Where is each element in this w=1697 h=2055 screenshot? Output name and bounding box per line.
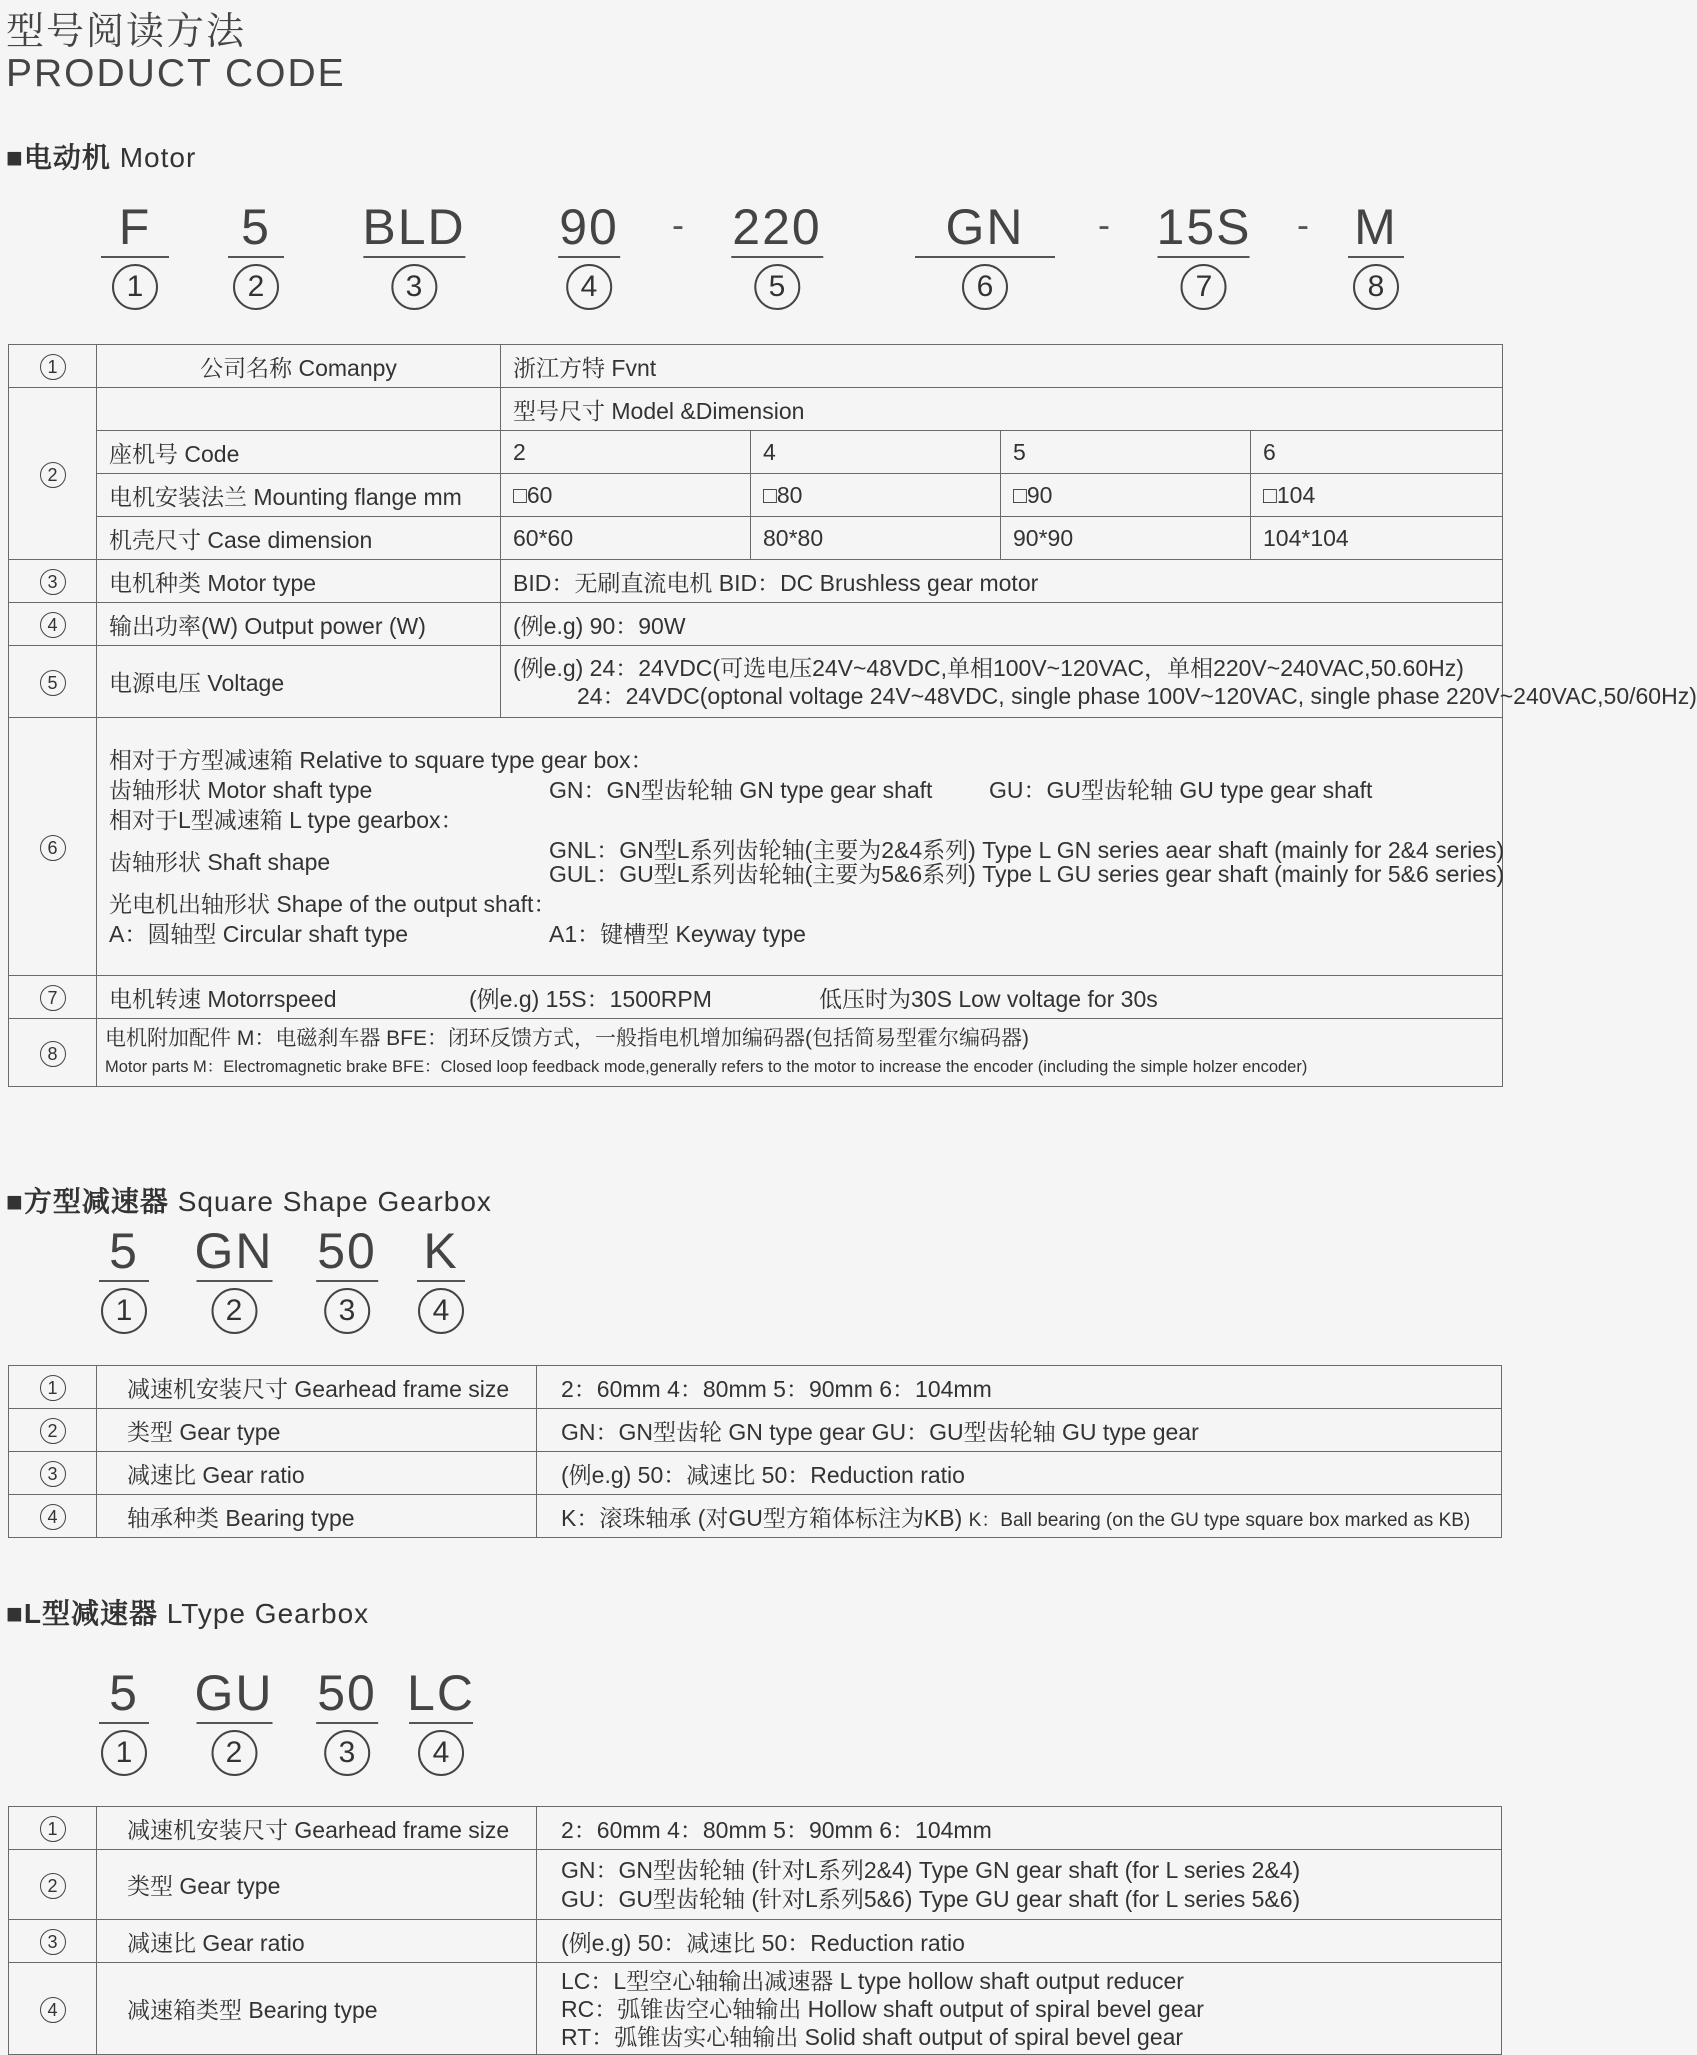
motor-code-dash: - <box>672 204 684 245</box>
square-code <box>0 1222 600 1332</box>
ltype-code <box>0 1664 600 1774</box>
motor-section-title: ■电动机 Motor <box>6 142 197 173</box>
motor-code-dash: - <box>1098 204 1110 245</box>
table-row: 5 电源电压 Voltage (例e.g) 24：24VDC(可选电压24V~48VDC,单相100V~120VAC，单相220V~240VAC,50.60Hz) 24：24VDC(optonal voltage 24V~48VDC, single phase 100V~120VAC, single phase 220V~240VAC,50/60Hz) <box>9 646 1503 718</box>
table-row: 4 轴承种类 Bearing type K：滚珠轴承 (对GU型方箱体标注为KB) K：Ball bearing (on the GU type square box marked as KB) <box>9 1495 1502 1538</box>
table-row: 1 公司名称 Comanpy 浙江方特 Fvnt <box>9 345 1503 388</box>
motor-code-item: 5 2 <box>228 198 284 310</box>
table-row: 4 减速箱类型 Bearing type LC：L型空心轴输出减速器 L type hollow shaft output reducer RC：弧锥齿空心轴输出 Hollow shaft output of spiral bevel gear RT：弧锥齿实心轴输出 Solid shaft output of spiral bevel gear <box>9 1963 1502 2055</box>
table-row: 8 电机附加配件 M：电磁刹车器 BFE：闭环反馈方式，一般指电机增加编码器(包括简易型霍尔编码器) Motor parts M：Electromagnetic brake BFE：Closed loop feedback mode,generally refers to the motor to increase the encoder (including the simple holzer encoder) <box>9 1019 1503 1087</box>
square-code-item: GN 2 <box>191 1222 278 1334</box>
table-row: 3 减速比 Gear ratio (例e.g) 50：减速比 50：Reduction ratio <box>9 1920 1502 1963</box>
ltype-spec-table <box>8 1806 1502 2055</box>
motor-code <box>0 198 1507 308</box>
table-row: 3 电机种类 Motor type BID：无刷直流电机 BID：DC Brushless gear motor <box>9 560 1503 603</box>
motor-code-dash: - <box>1297 204 1309 245</box>
ltype-code-item: 5 1 <box>99 1664 149 1776</box>
ltype-code-item: 50 3 <box>313 1664 381 1776</box>
motor-code-item: 15S 7 <box>1153 198 1256 310</box>
square-code-item: K 4 <box>417 1222 465 1334</box>
page-title-cn: 型号阅读方法 <box>6 11 247 53</box>
table-row: 2 型号尺寸 Model &Dimension <box>9 388 1503 431</box>
table-row: 1 减速机安装尺寸 Gearhead frame size 2：60mm 4：80mm 5：90mm 6：104mm <box>9 1807 1502 1850</box>
table-row: 4 输出功率(W) Output power (W) (例e.g) 90：90W <box>9 603 1503 646</box>
table-row: 6 相对于方型减速箱 Relative to square type gear box： 齿轴形状 Motor shaft type GN：GN型齿轮轴 GN type gear shaft GU：GU型齿轮轴 GU type gear shaft 相对于L型减速箱 L type gearbox： 齿轴形状 Shaft shape GNL：GN型L系列齿轮轴(主要为2&4系列) Type L GN series aear shaft (mainly for 2&4 series) GUL：GU型L系列齿轮轴(主要为5&6系列) Type L GU series gear shaft (mainly for 5&6 series) 光电机出轴形状 Shape of the output shaft： A：圆轴型 Circular shaft type A1：键槽型 Keyway type <box>9 718 1503 976</box>
ltype-code-item: LC 4 <box>403 1664 479 1776</box>
table-row: 座机号 Code 2 4 5 6 <box>9 431 1503 474</box>
table-row: 7 电机转速 Motorrspeed (例e.g) 15S：1500RPM 低压时为30S Low voltage for 30s <box>9 976 1503 1019</box>
square-code-item: 50 3 <box>313 1222 381 1334</box>
table-row: 2 类型 Gear type GN：GN型齿轮 GN type gear GU：GU型齿轮轴 GU type gear <box>9 1409 1502 1452</box>
ltype-code-item: GU 2 <box>191 1664 278 1776</box>
table-row: 电机安装法兰 Mounting flange mm □60 □80 □90 □104 <box>9 474 1503 517</box>
motor-code-item: GN 6 <box>915 198 1055 310</box>
table-row: 3 减速比 Gear ratio (例e.g) 50：减速比 50：Reduction ratio <box>9 1452 1502 1495</box>
page-title-en: PRODUCT CODE <box>6 52 346 95</box>
motor-code-item: 220 5 <box>728 198 825 310</box>
table-row: 机壳尺寸 Case dimension 60*60 80*80 90*90 104*104 <box>9 517 1503 560</box>
square-spec-table <box>8 1365 1502 1538</box>
motor-spec-table <box>8 344 1697 1087</box>
motor-code-item: BLD 3 <box>358 198 469 310</box>
ltype-section-title: ■L型减速器 LType Gearbox <box>6 1598 370 1629</box>
table-row: 1 减速机安装尺寸 Gearhead frame size 2：60mm 4：80mm 5：90mm 6：104mm <box>9 1366 1502 1409</box>
motor-code-item: 90 4 <box>555 198 623 310</box>
motor-code-item: F 1 <box>101 198 169 310</box>
square-code-item: 5 1 <box>99 1222 149 1334</box>
table-row: 2 类型 Gear type GN：GN型齿轮轴 (针对L系列2&4) Type GN gear shaft (for L series 2&4) GU：GU型齿轮轴 (针对L系列5&6) Type GU gear shaft (for L series 5&6) <box>9 1850 1502 1920</box>
motor-code-item: M 8 <box>1348 198 1404 310</box>
square-section-title: ■方型减速器 Square Shape Gearbox <box>6 1186 492 1217</box>
